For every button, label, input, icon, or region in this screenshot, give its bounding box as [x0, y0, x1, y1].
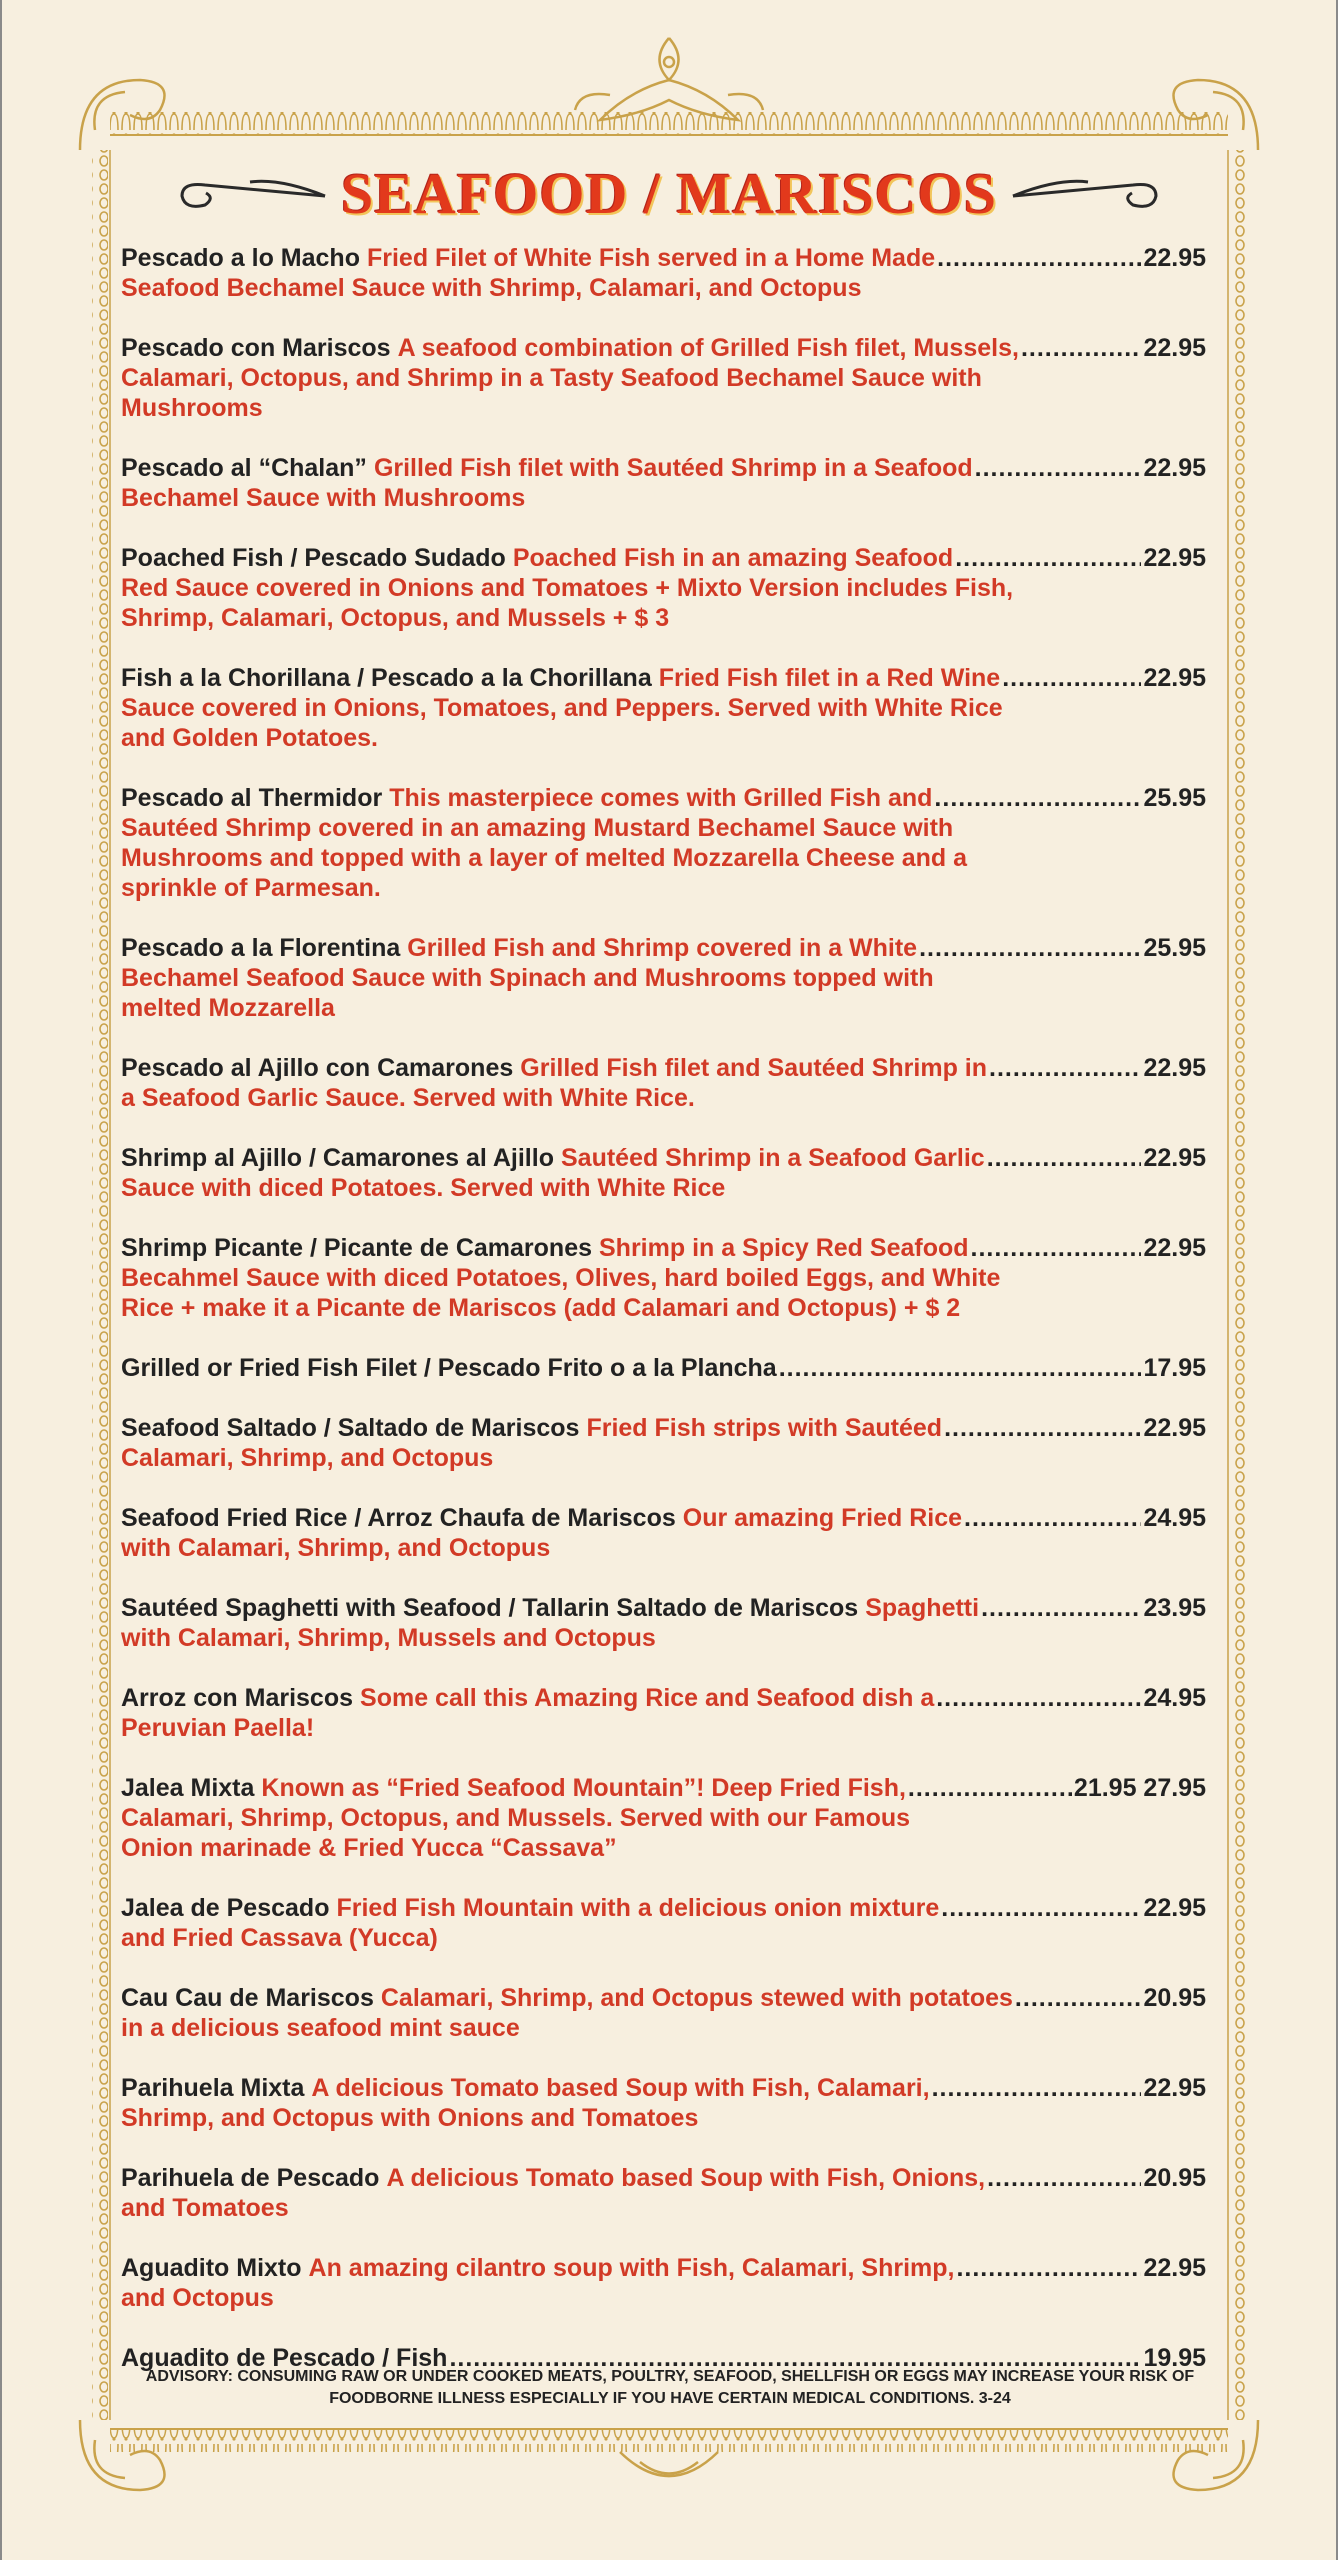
dish-description: Fried Filet of White Fish served in a Home Made [366, 244, 936, 272]
dish-description-continued: and Tomatoes [121, 2194, 289, 2222]
dish-description-continued: Red Sauce covered in Onions and Tomatoes + Mixto Version includes Fish, [121, 574, 1014, 602]
leader-dots [955, 543, 1141, 573]
dish-description: An amazing cilantro soup with Fish, Calamari, Shrimp, [308, 2254, 955, 2282]
dish-description-continued: Sauce covered in Onions, Tomatoes, and Peppers. Served with White Rice [121, 694, 1003, 722]
dish-description: Grilled Fish filet with Sautéed Shrimp in a Seafood [373, 454, 973, 482]
dish-name: Pescado al “Chalan” [121, 454, 367, 482]
menu-item-row [121, 2073, 1206, 2103]
dish-description-continued: Shrimp, Calamari, Octopus, and Mussels + $ 3 [121, 604, 670, 632]
leader-dots [936, 1683, 1141, 1713]
leader-dots [956, 2253, 1141, 2283]
advisory-line: ADVISORY: CONSUMING RAW OR UNDER COOKED MEATS, POULTRY, SEAFOOD, SHELLFISH OR EGGS MAY INCREASE YOUR RISK OF [145, 2368, 1195, 2385]
dish-price: 20.95 [1143, 2164, 1206, 2192]
dish-description-continued: Seafood Bechamel Sauce with Shrimp, Calamari, and Octopus [121, 274, 862, 302]
dish-name: Poached Fish / Pescado Sudado [121, 544, 506, 572]
dish-name: Arroz con Mariscos [121, 1684, 354, 1712]
dish-name: Pescado a lo Macho [121, 244, 360, 272]
dish-description-continued: Calamari, Octopus, and Shrimp in a Tasty Seafood Bechamel Sauce with [121, 364, 982, 392]
menu-item-row [121, 663, 1206, 693]
dish-price: 22.95 [1143, 454, 1206, 482]
leader-dots [1002, 663, 1141, 693]
menu-item-row [121, 1983, 1206, 2013]
menu-item-row [121, 1413, 1206, 1443]
menu-item-row [121, 453, 1206, 483]
dish-name: Parihuela de Pescado [121, 2164, 380, 2192]
leader-dots [934, 783, 1141, 813]
dish-name: Cau Cau de Mariscos [121, 1984, 374, 2012]
dish-price: 20.95 [1143, 1984, 1206, 2012]
dish-price: 24.95 [1143, 1684, 1206, 1712]
menu-item [121, 1683, 1206, 1743]
dish-description-continued: Onion marinade & Fried Yucca “Cassava” [121, 1834, 617, 1862]
dish-description-continued: and Octopus [121, 2284, 274, 2312]
leader-dots [1021, 333, 1142, 363]
menu-item [121, 1503, 1206, 1563]
dish-description-continued: Sauce with diced Potatoes. Served with White Rice [121, 1174, 726, 1202]
leader-dots [989, 1053, 1141, 1083]
menu-item [121, 333, 1206, 423]
dish-price: 22.95 [1143, 1234, 1206, 1262]
dish-name: Parihuela Mixta [121, 2074, 305, 2102]
dish-name: Pescado con Mariscos [121, 334, 391, 362]
dish-description-continued: Peruvian Paella! [121, 1714, 315, 1742]
dish-description-continued: Bechamel Sauce with Mushrooms [121, 484, 526, 512]
dish-name: Jalea Mixta [121, 1774, 255, 1802]
dish-description-continued: Shrimp, and Octopus with Onions and Tomatoes [121, 2104, 699, 2132]
menu-item-row [121, 333, 1206, 363]
menu-item-row [121, 243, 1206, 273]
menu-list [121, 243, 1206, 2373]
dish-description: Fried Fish Mountain with a delicious onion mixture [336, 1894, 940, 1922]
advisory-line: FOODBORNE ILLNESS ESPECIALLY IF YOU HAVE CERTAIN MEDICAL CONDITIONS. 3-24 [329, 2390, 1011, 2407]
leader-dots [908, 1773, 1072, 1803]
menu-item [121, 783, 1206, 903]
menu-item-row [121, 1893, 1206, 1923]
dish-price: 23.95 [1143, 1594, 1206, 1622]
dish-price: 22.95 [1143, 1144, 1206, 1172]
leader-dots [944, 1413, 1141, 1443]
dish-description-continued: melted Mozzarella [121, 994, 335, 1022]
menu-item [121, 543, 1206, 633]
dish-description-continued: and Golden Potatoes. [121, 724, 378, 752]
dish-description: This masterpiece comes with Grilled Fish and [389, 784, 933, 812]
leader-dots [987, 1143, 1142, 1173]
dish-description-continued: Sautéed Shrimp covered in an amazing Mustard Bechamel Sauce with [121, 814, 954, 842]
dish-price: 25.95 [1143, 784, 1206, 812]
dish-name: Fish a la Chorillana / Pescado a la Chorillana [121, 664, 652, 692]
dish-name: Shrimp al Ajillo / Camarones al Ajillo [121, 1144, 554, 1172]
leader-dots [987, 2163, 1141, 2193]
menu-item [121, 1773, 1206, 1863]
dish-price: 22.95 [1143, 2074, 1206, 2102]
menu-item [121, 1593, 1206, 1653]
leader-dots [981, 1593, 1141, 1623]
dish-description: Shrimp in a Spicy Red Seafood [599, 1234, 969, 1262]
dish-price: 22.95 [1143, 2254, 1206, 2282]
menu-item-row [121, 1053, 1206, 1083]
menu-item [121, 1413, 1206, 1473]
dish-name: Pescado al Ajillo con Camarones [121, 1054, 514, 1082]
dish-description-continued: Rice + make it a Picante de Mariscos (add Calamari and Octopus) + $ 2 [121, 1294, 961, 1322]
dish-description: A delicious Tomato based Soup with Fish, Onions, [386, 2164, 986, 2192]
advisory-notice [120, 2366, 1220, 2410]
dish-name: Jalea de Pescado [121, 1894, 330, 1922]
dish-price: 25.95 [1143, 934, 1206, 962]
dish-description: Our amazing Fried Rice [682, 1504, 963, 1532]
dish-price: 22.95 [1143, 1894, 1206, 1922]
menu-item [121, 2073, 1206, 2133]
leader-dots [932, 2073, 1142, 2103]
dish-price: 19.95 [1143, 2344, 1206, 2372]
dish-description: A seafood combination of Grilled Fish filet, Mussels, [397, 334, 1019, 362]
menu-item-row [121, 783, 1206, 813]
dish-name: Pescado a la Florentina [121, 934, 401, 962]
menu-item [121, 243, 1206, 303]
dish-description-continued: Calamari, Shrimp, and Octopus [121, 1444, 494, 1472]
dish-description-continued: Calamari, Shrimp, Octopus, and Mussels. Served with our Famous [121, 1804, 911, 1832]
menu-item-row [121, 1503, 1206, 1533]
menu-item [121, 933, 1206, 1023]
dish-description: Poached Fish in an amazing Seafood [512, 544, 954, 572]
leader-dots [919, 933, 1141, 963]
menu-item [121, 2253, 1206, 2313]
dish-description-continued: Becahmel Sauce with diced Potatoes, Olives, hard boiled Eggs, and White [121, 1264, 1001, 1292]
dish-name: Pescado al Thermidor [121, 784, 383, 812]
menu-item-row [121, 2253, 1206, 2283]
dish-name: Grilled or Fried Fish Filet / Pescado Frito o a la Plancha [121, 1354, 777, 1382]
dish-price: 17.95 [1143, 1354, 1206, 1382]
dish-name: Shrimp Picante / Picante de Camarones [121, 1234, 592, 1262]
dish-price: 22.95 [1143, 1054, 1206, 1082]
dish-description: Grilled Fish filet and Sautéed Shrimp in [520, 1054, 988, 1082]
menu-item-row [121, 1683, 1206, 1713]
leader-dots [937, 243, 1141, 273]
menu-item-row [121, 1773, 1206, 1803]
dish-description: Calamari, Shrimp, and Octopus stewed with potatoes [380, 1984, 1013, 2012]
leader-dots [941, 1893, 1141, 1923]
dish-price: 21.95 27.95 [1073, 1774, 1206, 1802]
dish-description-continued: with Calamari, Shrimp, Mussels and Octopus [121, 1624, 656, 1652]
dish-price: 22.95 [1143, 1414, 1206, 1442]
dish-description: Some call this Amazing Rice and Seafood dish a [360, 1684, 935, 1712]
menu-item [121, 1053, 1206, 1113]
dish-description: Sautéed Shrimp in a Seafood Garlic [560, 1144, 985, 1172]
dish-name: Aguadito Mixto [121, 2254, 302, 2282]
menu-item-row [121, 1143, 1206, 1173]
menu-item [121, 453, 1206, 513]
dish-description-continued: Mushrooms and topped with a layer of melted Mozzarella Cheese and a [121, 844, 968, 872]
menu-item [121, 1893, 1206, 1953]
leader-dots [1015, 1983, 1142, 2013]
dish-name: Sautéed Spaghetti with Seafood / Tallarin Saltado de Mariscos [121, 1594, 859, 1622]
dish-price: 22.95 [1143, 544, 1206, 572]
dish-description-continued: sprinkle of Parmesan. [121, 874, 381, 902]
dish-name: Seafood Saltado / Saltado de Mariscos [121, 1414, 580, 1442]
dish-name: Aguadito de Pescado / Fish [121, 2344, 448, 2372]
leader-dots [964, 1503, 1141, 1533]
menu-item [121, 1143, 1206, 1203]
dish-description-continued: in a delicious seafood mint sauce [121, 2014, 520, 2042]
dish-name: Seafood Fried Rice / Arroz Chaufa de Mariscos [121, 1504, 676, 1532]
dish-description: Grilled Fish and Shrimp covered in a White [407, 934, 918, 962]
dish-description-continued: with Calamari, Shrimp, and Octopus [121, 1534, 551, 1562]
menu-item-row [121, 933, 1206, 963]
menu-item-row [121, 2163, 1206, 2193]
dish-description: Fried Fish filet in a Red Wine [658, 664, 1001, 692]
dish-price: 22.95 [1143, 664, 1206, 692]
dish-description: A delicious Tomato based Soup with Fish, Calamari, [311, 2074, 930, 2102]
dish-price: 24.95 [1143, 1504, 1206, 1532]
page-title: SEAFOOD / MARISCOS [340, 161, 998, 226]
menu-item-row [121, 1593, 1206, 1623]
dish-description-continued: and Fried Cassava (Yucca) [121, 1924, 438, 1952]
menu-item-row [121, 1233, 1206, 1263]
dish-description-continued: Mushrooms [121, 394, 263, 422]
menu-item [121, 2163, 1206, 2223]
leader-dots [975, 453, 1142, 483]
dish-price: 22.95 [1143, 334, 1206, 362]
menu-item [121, 1353, 1206, 1383]
dish-description: Fried Fish strips with Sautéed [586, 1414, 943, 1442]
menu-item [121, 663, 1206, 753]
leader-dots [971, 1233, 1142, 1263]
menu-item-row [121, 1353, 1206, 1383]
dish-description-continued: a Seafood Garlic Sauce. Served with White Rice. [121, 1084, 695, 1112]
leader-dots [779, 1353, 1142, 1383]
dish-price: 22.95 [1143, 244, 1206, 272]
menu-item [121, 1233, 1206, 1323]
dish-description: Spaghetti [865, 1594, 980, 1622]
title-banner [160, 150, 1178, 240]
menu-item-row [121, 543, 1206, 573]
dish-description: Known as “Fried Seafood Mountain”! Deep Fried Fish, [261, 1774, 906, 1802]
dish-description-continued: Bechamel Seafood Sauce with Spinach and Mushrooms topped with [121, 964, 934, 992]
menu-item [121, 1983, 1206, 2043]
